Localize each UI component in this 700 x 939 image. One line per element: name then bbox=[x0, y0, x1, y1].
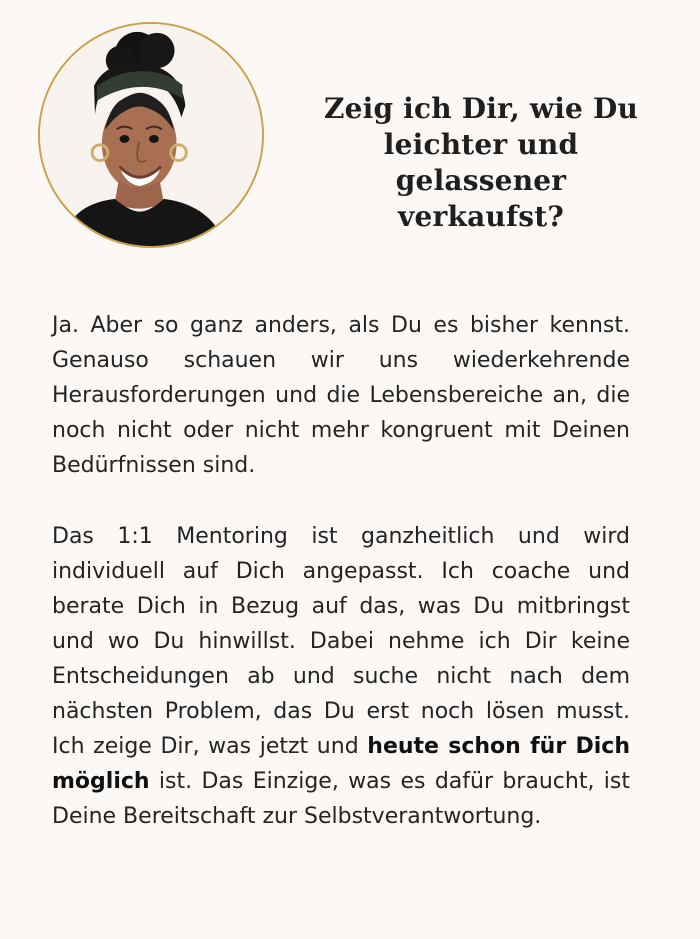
mentoring-paragraph bbox=[52, 519, 630, 834]
headline bbox=[296, 91, 666, 235]
headline-line-1: Zeig ich Dir, wie Du bbox=[323, 91, 639, 125]
mentoring-paragraph-before-bold: Das 1:1 Mentoring ist ganzheitlich und wird individuell auf Dich angepasst. Ich coache und berate Dich in Bezug auf das, was Du mitbringst und wo Du hinwillst. Dabei nehme ich Dir keine Entscheidungen ab und suche nicht nach dem nächsten Problem, das Du erst noch lösen musst. Ich zeige Dir, was jetzt und bbox=[52, 524, 630, 759]
body-copy bbox=[52, 308, 630, 834]
portrait-illustration bbox=[40, 24, 262, 246]
intro-paragraph: Ja. Aber so ganz anders, als Du es bisher kennst. Genauso schauen wir uns wiederkehrende Herausforderungen und die Lebensbereiche an, die noch nicht oder nicht mehr kongruent mit Deinen Bedürfnissen sind. bbox=[52, 313, 630, 478]
headline-line-3: verkaufst? bbox=[398, 199, 564, 233]
mentoring-paragraph-after-bold: ist. Das Einzige, was es dafür braucht, ist Deine Bereitschaft zur Selbstverantwortung. bbox=[52, 769, 630, 829]
headline-line-2: leichter und gelassener bbox=[383, 127, 579, 197]
profile-photo bbox=[38, 22, 264, 248]
highlighted-text: heute schon für Dich möglich bbox=[52, 734, 630, 794]
hero-section bbox=[0, 0, 700, 270]
